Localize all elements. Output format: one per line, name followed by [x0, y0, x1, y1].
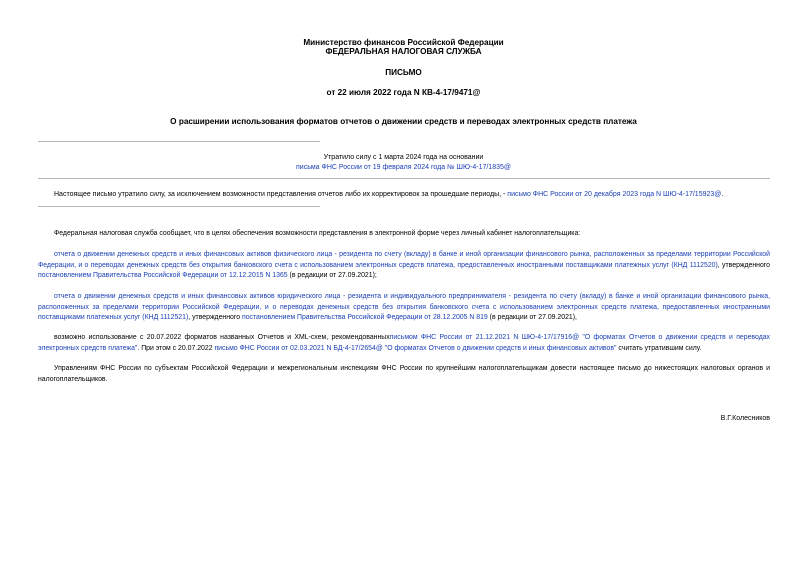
- document-type: ПИСЬМО: [385, 68, 422, 77]
- item1-decree-link[interactable]: постановлением Правительства Российской Федерации от 12.12.2015 N 1365: [38, 272, 288, 280]
- document-title: О расширении использования форматов отчетов о движении средств и переводах электронных средств платежа: [170, 117, 637, 126]
- formats-paragraph: [38, 333, 770, 354]
- partial-note-text: Настоящее письмо утратило силу, за исключением возможности представления отчетов либо их корректировок за прошедшие периоды, -: [54, 191, 508, 198]
- status-note-text: Утратило силу с 1 марта 2024 года на основании: [323, 154, 484, 161]
- divider: [38, 141, 320, 142]
- intro-paragraph: Федеральная налоговая служба сообщает, что в целях обеспечения возможности представления в электронной форме через личный кабинет налогоплательщика:: [54, 230, 581, 237]
- para3-letter-link[interactable]: письмом ФНС России от 21.12.2021 N ШЮ-4-17/17916@ "О форматах Отчетов о движении средств и переводах электронных средств платежа": [38, 334, 770, 352]
- item-paragraph-1: [38, 250, 770, 282]
- divider: [38, 178, 770, 179]
- signature: В.Г.Колесников: [720, 415, 770, 422]
- item2-mid: , утвержденного: [188, 314, 242, 322]
- para3-old-letter-link[interactable]: письмо ФНС России от 02.03.2021 N БД-4-17/2654@ "О форматах Отчетов о движении средств и иных финансовых активов": [214, 344, 617, 352]
- item2-decree-link[interactable]: постановлением Правительства Российской Федерации от 28.12.2005 N 819: [241, 314, 488, 322]
- status-note-link[interactable]: письма ФНС России от 19 февраля 2024 года № ШЮ-4-17/1835@: [296, 164, 511, 171]
- item1-tail: (в редакции от 27.09.2021);: [287, 272, 377, 280]
- item2-tail: (в редакции от 27.09.2021),: [487, 314, 577, 322]
- service-name: ФЕДЕРАЛЬНАЯ НАЛОГОВАЯ СЛУЖБА: [325, 47, 482, 56]
- partial-note-tail: .: [721, 191, 724, 198]
- item2-link[interactable]: отчета о движении денежных средств и иных финансовых активов юридического лица - резидента и индивидуального предпринимателя - резидента по счету (вкладу) в банке и иной организации финансового рынка, расположенных за пределами территории Российской Федерации, и о переводах денежных средств без открытия банковского счета с использованием электронных средств платежа, предоставленных иностранными поставщиками платежных услуг (КНД 1112521): [38, 293, 770, 322]
- item1-mid: , утвержденного: [717, 261, 771, 269]
- partial-note-link[interactable]: письмо ФНС России от 20 декабря 2023 года N ШЮ-4-17/15923@: [507, 191, 722, 198]
- para3-text-c: считать утратившим силу.: [616, 344, 702, 352]
- closing-paragraph: Управлениям ФНС России по субъектам Российской Федерации и межрегиональным инспекциям ФНС России по крупнейшим налогоплательщикам довести настоящее письмо до нижестоящих налоговых органов и налогоплательщиков.: [38, 365, 770, 383]
- partial-note: [54, 190, 770, 201]
- para3-text-b: . При этом с 20.07.2022: [137, 344, 215, 352]
- divider: [38, 206, 320, 207]
- document-date-number: от 22 июля 2022 года N КВ-4-17/9471@: [326, 88, 481, 97]
- para3-text-a: возможно использование с 20.07.2022 форматов названных Отчетов и XML-схем, рекомендованных: [54, 334, 390, 341]
- item-paragraph-2: [38, 292, 770, 324]
- ministry-name: Министерство финансов Российской Федерации: [303, 38, 504, 47]
- item1-link[interactable]: отчета о движении денежных средств и иных финансовых активов физического лица - резидента по счету (вкладу) в банке и иной организации финансового рынка, расположенных за пределами территории Российской Федерации, и о переводах денежных средств без открытия банковского счета с использованием электронных средств платежа, предоставленных иностранными поставщиками платежных услуг (КНД 1112520): [38, 251, 770, 269]
